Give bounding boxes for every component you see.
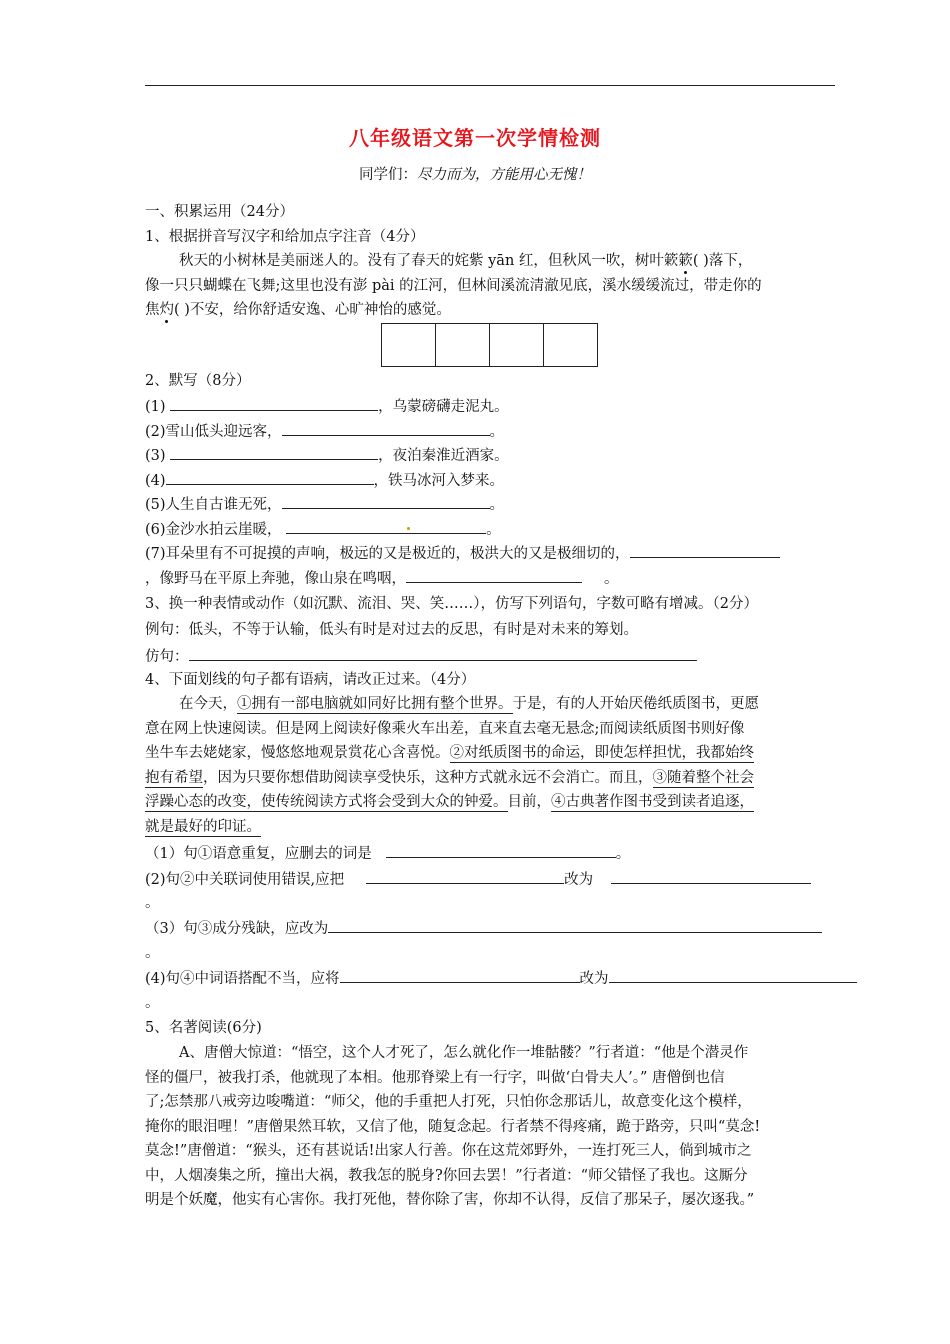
q1-text: ( )不安，给你舒适安逸、心旷神怡的感觉。 [174,302,451,318]
section-heading: 一、积累运用（24分） [145,204,294,220]
q2-line4 [145,470,504,491]
underlined-sentence: 浮躁心态的改变，使传统阅读方式将会受到大众的钟爱。 [145,794,508,810]
q2-text: 。 [489,424,505,440]
page-subtitle [0,163,950,184]
answer-blank[interactable] [170,445,378,460]
q2-text: 。 [604,571,619,587]
q2-text: 。 [489,497,505,513]
answer-box[interactable] [490,324,544,366]
q1-para-line2: 像一只只蝴蝶在飞舞;这里也没有澎 pài 的江河，但林间溪流清澈见底，溪水缓缓流过，带走你的 [145,278,762,294]
q4-text: 在今天， [179,696,237,712]
q5-para-line7: 明是个妖魔，他实有心害你。我打死他，替你除了害，你却不认得，反信了那呆子，屡次逐我。” [145,1192,755,1208]
q4-text: 于是，有的人开始厌倦纸质图书，更愿 [512,696,759,712]
q4-sub2 [145,869,811,890]
q4-text: (4)句④中词语搭配不当，应将 [145,971,340,987]
q4-para-line5 [145,792,754,812]
underlined-sentence: ③随着整个社会 [652,770,754,786]
answer-blank[interactable] [611,869,811,884]
subtitle-prefix: 同学们： [359,167,417,183]
q2-text: (1) [145,399,171,415]
stray-mark [407,527,410,530]
q4-text: (2)句②中关联词使用错误,应把 [145,872,345,888]
answer-blank[interactable] [166,470,374,485]
q3-title: 3、换一种表情或动作（如沉默、流泪、哭、笑……），仿写下列语句，字数可略有增减。（2分） [145,596,758,612]
q1-title: 1、根据拼音写汉字和给加点字注音（4分） [145,229,425,245]
q1-text: ( )落下， [692,253,753,269]
q2-text: ，乌蒙磅礴走泥丸。 [378,399,509,415]
q4-text: 坐牛车去姥姥家，慢悠悠地观景赏花心含喜悦。 [145,745,450,761]
q2-line6 [145,519,501,540]
q1-para-line1 [179,251,752,271]
q2-line7a [145,543,780,564]
q1-text: 焦 [145,302,160,318]
q2-text: (3) [145,448,171,464]
q4-title: 4、下面划线的句子都有语病，请改正过来。（4分） [145,672,476,688]
q5-para-line1: A、唐僧大惊道：“悟空，这个人才死了，怎么就化作一堆骷髅？”行者道：“他是个潜灵作 [179,1045,749,1061]
q2-text: (5)人生自古谁无死， [145,497,282,513]
underlined-sentence: ②对纸质图书的命运，即使怎样担忧，我都始终 [449,745,754,761]
answer-blank[interactable] [406,568,582,583]
q4-text: ，因为只要你想借助阅读享受快乐，这种方式就永远不会消亡。而且， [203,770,653,786]
subtitle-motto: 尽力而为，方能用心无愧！ [417,167,591,183]
dotted-char: 灼 [159,302,174,318]
q4-para-line4 [145,768,754,788]
q4-sub3-end: 。 [145,945,160,961]
q4-para-line3 [145,743,754,763]
q1-para-line3 [145,300,451,320]
underlined-sentence: 就是最好的印证。 [145,819,261,835]
q1-text: 秋天的小树林是美丽迷人的。没有了春天的姹紫 yān 红，但秋风一吹，树叶簌 [179,253,679,269]
q3-text: 仿句： [145,649,189,665]
q3-imitate-line [145,646,697,667]
underlined-sentence: ①拥有一部电脑就如同好比拥有整个世界。 [237,696,513,712]
q4-sub2-end: 。 [145,895,160,911]
q2-line7b [145,568,619,589]
q3-example: 例句：低头，不等于认输，低头有时是对过去的反思，有时是对未来的筹划。 [145,622,638,638]
underlined-sentence: 抱有希望 [145,770,203,786]
q5-para-line2: 怪的僵尸，被我打杀，他就现了本相。他那脊梁上有一行字，叫做‘白骨夫人’。” 唐僧倒也信 [145,1070,725,1086]
q4-para-line6 [145,817,261,837]
q4-text: 改为 [564,872,594,888]
q2-text: ，铁马冰河入梦来。 [373,473,505,489]
q5-para-line3: 了;怎禁那八戒旁边唆嘴道：“师父，他的手重把人打死，只怕你念那话儿，故意变化这个模样， [145,1094,752,1110]
q4-sub4-end: 。 [145,995,160,1011]
q2-text: ，像野马在平原上奔驰，像山泉在鸣咽， [145,571,406,587]
answer-blank[interactable] [386,843,616,858]
q4-para-line2: 意在网上快速阅读。但是网上阅读好像乘火车出差，直来直去毫无悬念;而阅读纸质图书则好像 [145,721,745,737]
q2-text: ，夜泊秦淮近酒家。 [378,448,509,464]
answer-blank[interactable] [328,918,822,933]
q2-line3 [145,445,509,466]
q2-text: (6)金沙水拍云崖暖， [145,522,287,538]
answer-blank[interactable] [282,494,490,509]
q4-text: （3）句③成分残缺，应改为 [145,921,329,937]
q2-line5 [145,494,504,515]
answer-grid [381,323,598,367]
answer-blank[interactable] [189,646,697,661]
q2-title: 2、默写（8分） [145,373,251,389]
answer-blank[interactable] [630,543,780,558]
q2-text: (7)耳朵里有不可捉摸的声响，极远的又是极近的，极洪大的又是极细切的， [145,546,630,562]
q2-text: (2)雪山低头迎远客， [145,424,282,440]
q4-text: 目前， [507,794,551,810]
answer-box[interactable] [544,324,597,366]
q2-line2 [145,421,504,442]
q4-sub1 [145,843,630,864]
answer-blank[interactable] [366,869,564,884]
q4-para-line1 [179,694,759,714]
q5-title: 5、名著阅读(6分) [145,1020,262,1036]
q2-text: (4) [145,473,166,489]
q4-text: 改为 [579,971,609,987]
q5-para-line6: 中，人烟凑集之所，撞出大祸，教我怎的脱身?你回去罢！”行者道：“师父错怪了我也。这厮分 [145,1168,748,1184]
page-title: 八年级语文第一次学情检测 [349,126,601,150]
dotted-char: 簌 [678,253,693,269]
q2-line1 [145,396,509,417]
q5-para-line5: 莫念!”唐僧道：“猴头，还有甚说话!出家人行善。你在这荒郊野外，一连打死三人，倘到城市之 [145,1143,752,1159]
answer-blank[interactable] [282,421,490,436]
q5-para-line4: 掩你的眼泪哩！”唐僧果然耳软，又信了他，随复念起。行者禁不得疼痛，跪于路旁，只叫“莫念! [145,1119,761,1135]
underlined-sentence: ④古典著作图书受到读者追逐， [551,794,754,810]
answer-blank[interactable] [170,396,378,411]
answer-blank[interactable] [286,519,486,534]
answer-box[interactable] [382,324,436,366]
q4-text: （1）句①语意重复，应删去的词是 [145,846,372,862]
q4-text: 。 [615,846,631,862]
q4-sub4 [145,968,857,989]
header-rule [145,85,835,86]
q2-text: 。 [486,522,501,538]
answer-box[interactable] [436,324,490,366]
answer-blank[interactable] [340,968,580,983]
answer-blank[interactable] [609,968,857,983]
q4-sub3 [145,918,822,939]
